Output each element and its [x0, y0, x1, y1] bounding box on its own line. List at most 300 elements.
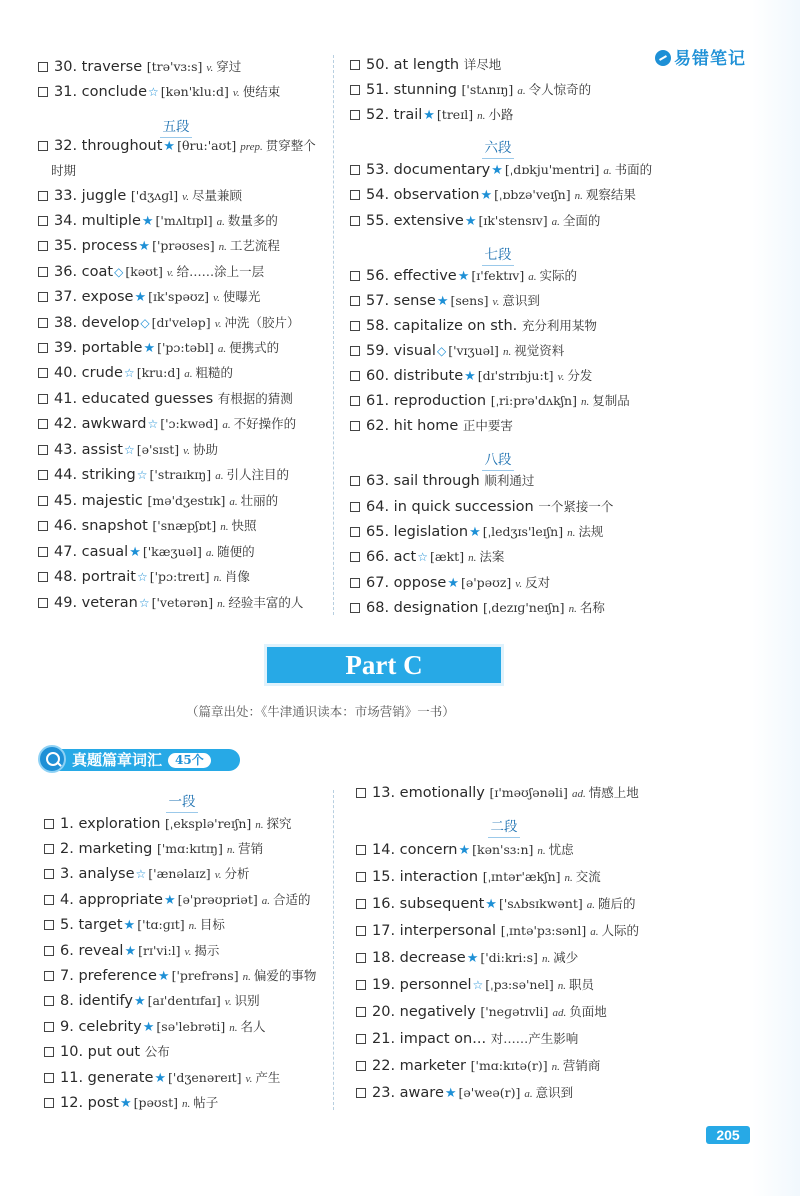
entry-meaning: 营销商: [562, 1058, 601, 1073]
checkbox-icon[interactable]: [38, 241, 48, 251]
checkbox-icon[interactable]: [350, 60, 360, 70]
entry-number: 46.: [54, 518, 78, 534]
filled-star-icon: ★: [157, 969, 170, 984]
checkbox-icon[interactable]: [356, 1034, 366, 1044]
entry-meaning: 揭示: [194, 943, 220, 958]
page-edge-shade: [752, 0, 800, 1196]
entry-number: 39.: [54, 340, 78, 356]
entry-number: 38.: [54, 315, 78, 331]
entry-meaning: 探究: [266, 816, 292, 831]
checkbox-icon[interactable]: [44, 844, 54, 854]
entry-word: marketer: [399, 1058, 467, 1074]
entry-meaning: 帖子: [193, 1095, 219, 1110]
brand-text: 易错笔记: [674, 49, 746, 69]
entry-word: generate: [87, 1070, 154, 1086]
checkbox-icon[interactable]: [38, 598, 48, 608]
entry-meaning-continued: 时期: [51, 163, 77, 178]
entry-number: 20.: [372, 1004, 396, 1020]
entry-part-of-speech: v.: [206, 62, 214, 74]
entry-part-of-speech: n.: [581, 396, 590, 408]
checkbox-icon[interactable]: [350, 603, 360, 613]
entry-meaning: 实际的: [539, 268, 577, 283]
entry-part-of-speech: n.: [537, 845, 546, 857]
entry-part-of-speech: v.: [492, 296, 500, 308]
entry-part-of-speech: v.: [214, 318, 222, 330]
vocab-entry: [356, 894, 636, 915]
entry-meaning: 分发: [567, 368, 593, 383]
entry-number: 8.: [60, 993, 74, 1009]
filled-star-icon: ★: [163, 893, 176, 908]
checkbox-icon[interactable]: [44, 1073, 54, 1083]
entry-number: 9.: [60, 1019, 74, 1035]
entry-meaning: 充分利用某物: [521, 318, 597, 333]
entry-phonetic: ['dʒʌɡl]: [130, 188, 179, 203]
entry-number: 43.: [54, 442, 78, 458]
entry-part-of-speech: a.: [528, 271, 537, 283]
entry-meaning: 使曝光: [222, 289, 261, 304]
entry-number: 37.: [54, 289, 78, 305]
entry-part-of-speech: v.: [166, 267, 174, 279]
checkbox-icon[interactable]: [356, 1007, 366, 1017]
entry-phonetic: ['tɑ:ɡɪt]: [137, 917, 185, 932]
entry-part-of-speech: n.: [220, 521, 229, 533]
entry-phonetic: [aɪ'dentɪfaɪ]: [147, 993, 221, 1008]
checkbox-icon[interactable]: [356, 926, 366, 936]
checkbox-icon[interactable]: [44, 895, 54, 905]
entry-part-of-speech: a.: [586, 899, 596, 911]
entry-number: 42.: [54, 416, 78, 432]
entry-meaning: 书面的: [614, 162, 653, 177]
entry-number: 45.: [54, 493, 78, 509]
entry-meaning: 壮丽的: [240, 493, 279, 508]
entry-part-of-speech: n.: [564, 872, 573, 884]
vocab-entry: [38, 389, 293, 409]
vocab-entry: [44, 1017, 265, 1038]
section-underline: [488, 837, 520, 838]
entry-meaning: 视觉资料: [514, 343, 565, 358]
entry-meaning: 交流: [575, 869, 601, 884]
entry-word: conclude: [81, 84, 148, 100]
checkbox-icon[interactable]: [44, 971, 54, 981]
checkbox-icon[interactable]: [44, 1047, 54, 1057]
entry-number: 21.: [372, 1031, 396, 1047]
checkbox-icon[interactable]: [350, 476, 360, 486]
entry-number: 7.: [60, 968, 74, 984]
entry-phonetic: [ə'pəʊz]: [460, 575, 512, 590]
entry-word: throughout: [81, 138, 163, 154]
vocab-entry: [44, 864, 250, 885]
entry-word: at length: [393, 57, 460, 73]
entry-phonetic: [ɪk'spəʊz]: [148, 289, 210, 304]
vocab-entry: [356, 1002, 607, 1023]
source-note: （篇章出处：《牛津通识读本：市场营销》一书）: [186, 704, 455, 719]
checkbox-icon[interactable]: [38, 572, 48, 582]
filled-star-icon: ★: [464, 214, 477, 229]
entry-word: documentary: [393, 162, 491, 178]
entry-part-of-speech: n.: [477, 110, 486, 122]
checkbox-icon[interactable]: [38, 547, 48, 557]
vocab-entry: [38, 82, 280, 103]
section-heading: 二段: [474, 815, 534, 835]
entry-phonetic: ['ɔ:kwəd]: [160, 416, 219, 431]
entry-phonetic: [ˌledʒɪs'leɪʃn]: [482, 524, 564, 539]
entry-phonetic: [ə'sɪst]: [136, 442, 180, 457]
vocab-entry: [356, 975, 594, 996]
part-c-heading: Part C: [267, 647, 501, 683]
vocab-entry: [38, 338, 279, 359]
vocab-entry: [350, 497, 613, 517]
entry-meaning: 贯穿整个: [265, 138, 316, 153]
outline-star-icon: ☆: [136, 468, 148, 482]
vocab-count-badge: 45个: [168, 753, 211, 768]
entry-part-of-speech: a.: [184, 368, 193, 380]
checkbox-icon[interactable]: [44, 1022, 54, 1032]
checkbox-icon[interactable]: [350, 190, 360, 200]
entry-number: 16.: [372, 896, 396, 912]
entry-phonetic: ['vetərən]: [151, 595, 214, 610]
checkbox-icon[interactable]: [356, 980, 366, 990]
filled-star-icon: ★: [142, 1020, 155, 1035]
checkbox-icon[interactable]: [350, 321, 360, 331]
checkbox-icon[interactable]: [350, 216, 360, 226]
entry-part-of-speech: n.: [217, 598, 226, 610]
vocab-entry: [44, 839, 263, 860]
entry-phonetic: [trə'vɜ:s]: [146, 59, 203, 74]
entry-phonetic: [ˌeksplə'reɪʃn]: [165, 816, 252, 831]
vocab-entry: [44, 1042, 170, 1062]
brand-logo: [655, 44, 746, 69]
checkbox-icon[interactable]: [350, 346, 360, 356]
checkbox-icon[interactable]: [38, 368, 48, 378]
checkbox-icon[interactable]: [356, 872, 366, 882]
entry-word: portable: [81, 340, 143, 356]
entry-part-of-speech: a.: [603, 165, 612, 177]
entry-meaning: 法案: [479, 549, 505, 564]
vocab-entry: [350, 160, 652, 181]
checkbox-icon[interactable]: [356, 845, 366, 855]
vocab-entry: [44, 915, 225, 936]
entry-meaning: 随便的: [217, 544, 255, 559]
filled-star-icon: ★: [457, 269, 470, 284]
checkbox-icon[interactable]: [38, 62, 48, 72]
entry-phonetic: [mə'dʒestɪk]: [147, 493, 226, 508]
checkbox-icon[interactable]: [356, 953, 366, 963]
section-heading: 七段: [468, 243, 528, 263]
entry-phonetic: [ˌɒbzə'veɪʃn]: [494, 187, 571, 202]
checkbox-icon[interactable]: [44, 920, 54, 930]
checkbox-icon[interactable]: [350, 371, 360, 381]
entry-phonetic: [sə'lebrəti]: [156, 1019, 226, 1034]
vocab-entry: [350, 316, 597, 336]
entry-number: 19.: [372, 977, 396, 993]
checkbox-icon[interactable]: [44, 819, 54, 829]
entry-phonetic: ['prəʊses]: [152, 238, 215, 253]
checkbox-icon[interactable]: [350, 578, 360, 588]
checkbox-icon[interactable]: [350, 271, 360, 281]
entry-meaning: 全面的: [562, 213, 601, 228]
entry-word: post: [87, 1095, 119, 1111]
entry-meaning: 工艺流程: [229, 238, 280, 253]
entry-word: snapshot: [81, 518, 148, 534]
entry-word: emotionally: [399, 785, 485, 801]
entry-word: observation: [393, 187, 480, 203]
vocab-entry: [350, 366, 592, 387]
checkbox-icon[interactable]: [356, 1061, 366, 1071]
vocab-entry: [350, 291, 540, 312]
filled-star-icon: ★: [444, 1086, 457, 1101]
vocab-entry: [38, 236, 280, 257]
entry-part-of-speech: n.: [218, 241, 227, 253]
entry-word: extensive: [393, 213, 464, 229]
entry-meaning: 肖像: [224, 569, 250, 584]
entry-meaning: 公布: [144, 1044, 170, 1059]
entry-phonetic: [pəʊst]: [133, 1095, 178, 1110]
entry-meaning: 穿过: [216, 59, 242, 74]
filled-star-icon: ★: [154, 1071, 167, 1086]
vocab-entry: [38, 542, 255, 563]
entry-word: stunning: [393, 82, 457, 98]
filled-star-icon: ★: [464, 369, 476, 384]
entry-number: 61.: [366, 393, 390, 409]
entry-number: 15.: [372, 869, 396, 885]
outline-star-icon: ☆: [135, 867, 147, 881]
entry-word: aware: [399, 1085, 444, 1101]
checkbox-icon[interactable]: [38, 445, 48, 455]
entry-number: 53.: [366, 162, 390, 178]
vocab-entry: [38, 440, 218, 461]
entry-meaning: 正中要害: [462, 418, 513, 433]
vocab-entry: [38, 593, 303, 614]
filled-star-icon: ★: [133, 994, 146, 1009]
entry-meaning: 复制品: [592, 393, 630, 408]
filled-star-icon: ★: [423, 108, 435, 123]
entry-number: 47.: [54, 544, 78, 560]
entry-word: designation: [393, 600, 479, 616]
entry-word: oppose: [393, 575, 447, 591]
checkbox-icon[interactable]: [350, 552, 360, 562]
entry-number: 18.: [372, 950, 396, 966]
entry-meaning: 一个紧接一个: [538, 499, 614, 514]
magnifier-icon: [38, 745, 66, 773]
entry-phonetic: ['sʌbsɪkwənt]: [498, 896, 583, 911]
checkbox-icon[interactable]: [350, 296, 360, 306]
entry-number: 41.: [54, 391, 78, 407]
section-heading: 一段: [152, 790, 212, 810]
entry-part-of-speech: a.: [590, 926, 599, 938]
entry-number: 35.: [54, 238, 78, 254]
filled-star-icon: ★: [129, 545, 141, 560]
checkbox-icon[interactable]: [38, 343, 48, 353]
entry-part-of-speech: a.: [222, 419, 231, 431]
entry-part-of-speech: a.: [261, 895, 270, 907]
entry-part-of-speech: v.: [184, 946, 192, 958]
checkbox-icon[interactable]: [38, 419, 48, 429]
entry-meaning: 识别: [234, 993, 260, 1008]
entry-word: striking: [81, 467, 136, 483]
checkbox-icon[interactable]: [350, 165, 360, 175]
vocab-entry: [44, 991, 260, 1012]
entry-part-of-speech: a.: [229, 496, 238, 508]
entry-meaning: 名称: [579, 600, 605, 615]
entry-part-of-speech: n.: [468, 552, 477, 564]
entry-word: expose: [81, 289, 134, 305]
outline-star-icon: ☆: [148, 85, 159, 99]
entry-part-of-speech: n.: [557, 980, 566, 992]
vocab-entry: [350, 55, 501, 75]
checkbox-icon[interactable]: [38, 470, 48, 480]
vocab-entry: [350, 391, 630, 412]
entry-word: celebrity: [78, 1019, 142, 1035]
checkbox-icon[interactable]: [44, 946, 54, 956]
vocab-entry: [38, 313, 300, 334]
entry-phonetic: ['ænəlaɪz]: [148, 866, 211, 881]
entry-number: 57.: [366, 293, 390, 309]
entry-meaning: 粗糙的: [195, 365, 234, 380]
checkbox-icon[interactable]: [38, 496, 48, 506]
entry-phonetic: [kən'sɜ:n]: [472, 842, 534, 857]
vocab-banner-label: 真题篇章词汇: [72, 751, 163, 769]
checkbox-icon[interactable]: [350, 502, 360, 512]
checkbox-icon[interactable]: [350, 396, 360, 406]
vocab-entry: [350, 211, 600, 232]
vocab-entry: [38, 136, 316, 157]
checkbox-icon[interactable]: [38, 267, 48, 277]
checkbox-icon[interactable]: [44, 996, 54, 1006]
entry-meaning: 减少: [553, 950, 579, 965]
section-heading: 六段: [468, 136, 528, 156]
vocab-entry: [356, 867, 601, 888]
checkbox-icon[interactable]: [350, 85, 360, 95]
vocab-entry: [44, 890, 310, 911]
entry-phonetic: [ˌɪntə'pɜ:sənl]: [500, 923, 587, 938]
filled-star-icon: ★: [469, 525, 481, 540]
vocab-entry: [38, 211, 278, 232]
vocab-entry: [350, 598, 605, 619]
entry-meaning: 意识到: [502, 293, 540, 308]
section-underline: [482, 158, 514, 159]
checkbox-icon[interactable]: [38, 191, 48, 201]
entry-number: 36.: [54, 264, 78, 280]
filled-star-icon: ★: [163, 139, 176, 154]
entry-part-of-speech: ad.: [571, 788, 586, 800]
entry-word: exploration: [78, 816, 161, 832]
entry-word: awkward: [81, 416, 147, 432]
entry-phonetic: ['dʒenəreɪt]: [168, 1070, 242, 1085]
entry-meaning: 名人: [240, 1019, 266, 1034]
entry-phonetic: ['prefrəns]: [171, 968, 239, 983]
entry-number: 51.: [366, 82, 390, 98]
checkbox-icon[interactable]: [38, 292, 48, 302]
entry-part-of-speech: n.: [255, 819, 264, 831]
entry-part-of-speech: n.: [574, 190, 583, 202]
entry-meaning: 给……涂上一层: [176, 264, 265, 279]
filled-star-icon: ★: [123, 918, 136, 933]
entry-meaning: 详尽地: [463, 57, 502, 72]
checkbox-icon[interactable]: [38, 521, 48, 531]
vocab-entry: [350, 185, 636, 206]
vocab-entry: [44, 941, 219, 962]
entry-word: traverse: [81, 59, 143, 75]
entry-word: sense: [393, 293, 436, 309]
vocab-entry: [350, 471, 534, 491]
entry-meaning: 分析: [224, 866, 250, 881]
outline-star-icon: ☆: [472, 978, 484, 992]
checkbox-icon[interactable]: [38, 394, 48, 404]
entry-phonetic: ['mʌltɪpl]: [155, 213, 213, 228]
entry-number: 48.: [54, 569, 78, 585]
checkbox-icon[interactable]: [38, 318, 48, 328]
entry-word: develop: [81, 315, 140, 331]
section-heading: 八段: [468, 448, 528, 468]
entry-number: 31.: [54, 84, 78, 100]
outline-star-icon: ☆: [147, 417, 159, 431]
entry-number: 3.: [60, 866, 74, 882]
filled-star-icon: ★: [491, 163, 503, 178]
entry-word: crude: [81, 365, 123, 381]
brand-icon: [655, 50, 671, 66]
entry-part-of-speech: v.: [232, 87, 240, 99]
entry-word: capitalize on sth.: [393, 318, 518, 334]
outline-star-icon: ☆: [417, 550, 428, 564]
entry-word: appropriate: [78, 892, 163, 908]
entry-part-of-speech: v.: [557, 371, 565, 383]
entry-number: 4.: [60, 892, 74, 908]
entry-phonetic: [kən'klu:d]: [160, 84, 229, 99]
entry-number: 52.: [366, 107, 390, 123]
bottom-right-column: [356, 783, 656, 1113]
entry-phonetic: ['pɔ:treɪt]: [149, 569, 210, 584]
vocab-banner-bar: [58, 749, 240, 771]
checkbox-icon[interactable]: [350, 421, 360, 431]
entry-word: put out: [87, 1044, 141, 1060]
vocab-entry: [38, 363, 233, 384]
entry-phonetic: ['pɔ:təbl]: [157, 340, 214, 355]
vocab-entry: [44, 1093, 218, 1114]
entry-number: 66.: [366, 549, 390, 565]
checkbox-icon[interactable]: [356, 899, 366, 909]
entry-part-of-speech: n.: [567, 527, 576, 539]
checkbox-icon[interactable]: [44, 1098, 54, 1108]
checkbox-icon[interactable]: [356, 788, 366, 798]
vocab-entry: [38, 516, 257, 537]
entry-phonetic: ['vɪʒuəl]: [448, 343, 499, 358]
entry-number: 1.: [60, 816, 74, 832]
entry-word: portrait: [81, 569, 136, 585]
entry-part-of-speech: a.: [216, 216, 225, 228]
entry-number: 2.: [60, 841, 74, 857]
entry-word: assist: [81, 442, 123, 458]
checkbox-icon[interactable]: [38, 87, 48, 97]
diamond-icon: ◇: [436, 344, 447, 358]
entry-number: 63.: [366, 473, 390, 489]
entry-number: 32.: [54, 138, 78, 154]
entry-phonetic: [ə'weə(r)]: [458, 1085, 521, 1100]
entry-number: 59.: [366, 343, 390, 359]
checkbox-icon[interactable]: [38, 141, 48, 151]
entry-part-of-speech: v.: [214, 869, 222, 881]
entry-word: interaction: [399, 869, 479, 885]
checkbox-icon[interactable]: [350, 527, 360, 537]
entry-number: 11.: [60, 1070, 84, 1086]
entry-word: majestic: [81, 493, 143, 509]
checkbox-icon[interactable]: [356, 1088, 366, 1098]
checkbox-icon[interactable]: [44, 869, 54, 879]
entry-word: coat: [81, 264, 114, 280]
checkbox-icon[interactable]: [38, 216, 48, 226]
entry-number: 55.: [366, 213, 390, 229]
checkbox-icon[interactable]: [350, 110, 360, 120]
entry-word: target: [78, 917, 123, 933]
